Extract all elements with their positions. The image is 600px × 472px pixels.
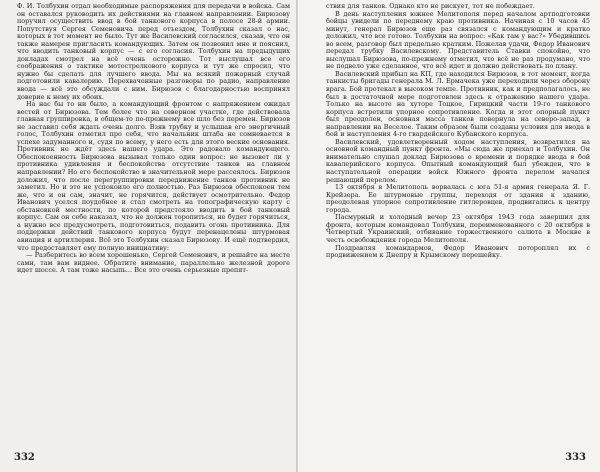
left-paragraph-3: — Разберитесь во всем хорошенько, Сергей Семенович, и решайте на месте сами, там вам виднее. Обратите внимание, параллельно железной дороге идет шоссе. А там тоже насыпь... Все это очень серьезные препят-: [17, 251, 290, 275]
right-paragraph-3: Василевский прибыл на КП, где находился Бирюзов, в тот момент, когда танкисты бригады генерала М. Л. Ермачека уже переходили через оборону врага. Бой протекал в высоком темпе. Противник, как и предполагалось, не был в достаточной мере подготовлен здесь к отражению нашего удара. Только на высоте на хуторе Тоцкое, Гирицкий части 19-го танкового корпуса встретили упорное сопротивление. Когда и этот опорный пункт был преодолен, основная масса танков повернула на северо-запад, в направлении на Веселое. Таким образом были созданы условия для ввода в бой и наступления 4-го гвардейского Кубанского корпуса.: [326, 69, 590, 139]
right-page: [298, 0, 600, 472]
right-paragraph-6: Пасмурный и холодный вечер 23 октября 1943 года завершил для фронта, которым командовал Толбухин, переименованного с 20 октября в Четвертый Украинский, отбивание торжественного салюта в Москве в честь освобождения города Мелитополя.: [326, 213, 590, 244]
right-paragraph-1: ствия для танков. Однако кто не рискует, тот не побеждает.: [326, 2, 535, 10]
page-number-right: 333: [565, 452, 586, 463]
right-paragraph-7: Поздравляя командармов, Федор Иванович потороплял их с продвижением к Днепру и Крымскому перешейку.: [326, 243, 590, 260]
left-paragraph-2: На нас бы то ни было, а командующий фронтом с напряжением ожидал вестей от Бирюзова. Тем более что на северном участке, где действовала главная группировка, в общем-то по-прежнему все шло без перемен. Бирюзов не заставил себя ждать очень долго. Взяв трубку и услышав его энергичный голос, Толбухин отметил про себя, что начальник штаба не сомневается в успехе задуманного и, судя по всему, у него есть для этого веские основания. Противник не ждёт здесь нашего удара. Это радовало командующего. Обеспокоенность Бирюзова вызывал только один вопрос: не вызовет ли у противника удивления и беспокойства отсутствие танков на главном направлении? Но его беспокойство в значительной мере рассеялось. Бирюзов доложил, что после перегруппировки передвижение танков противник не заметил. Но и это не успокоило его полностью. Раз Бирюзов обеспокоен тем же, что и он сам, значит, не горячится, действует осмотрительно. Федор Иванович уселся поудобнее и стал смотреть на топографическую карту с обстановкой местности, по которой предстояло вводить в бой танковый корпус. Сам он себе наказал, что не должен торопиться, не будет горячиться, а нужно все предусмотреть, подготовиться, подавить огонь противника. Для поддержки действий танкового корпуса будут перенацелены штурмовая авиация и артиллерия. Всё это Толбухин сказал Бирюзову. И ещё подтвердил, что предоставляет ему полную инициативу:: [17, 100, 290, 252]
left-page: [0, 0, 298, 472]
right-paragraph-2: В день наступления южнее Мелитополя перед началом артподготовки бойцы увидели по переднему краю противника. Начиная с 10 часов 45 минут, генерал Бирюзов еще раз связался с командующим и кратко доложил, что все готово. Толбухин на вопрос: «Как там у вас?» Убедившись во всем, разговор был предельно кратким. Пожелав удачи, Федор Иванович передал трубку Василевскому. Представитель Ставки спокойно, что выслушал Бирюзова, по-прежнему отметил, что всё не раз продумано, что не подвело уже сделанное, что всё идет и должно действовать по плану.: [326, 9, 590, 71]
right-paragraph-4: Василевский, удовлетворенный ходом наступления, возвратился на основной командный пункт фронта. «Мы сюда же приехал и Толбухин. Он внимательно слушал доклад Бирюзова о времени и порядке ввода в бой кавалерийского корпуса. Опытный командующий был убежден, что в наступательной операции войск Южного фронта перелом начался решающий перелом.: [326, 137, 590, 184]
right-paragraph-5: 13 октября в Мелитополь ворвалась с юга 51-я армия генерала Я. Г. Крейзера. Ее штурмовые группы, переходя от здания к зданию, преодолевая упорное сопротивление гитлеровцев, продвигались к центру города.: [326, 183, 590, 214]
left-paragraph-1: Ф. И. Толбухин отдал необходимые распоряжения для передачи в войска. Сам он оставался руководить их действиями на главном направлении. Бирюзову поручил осуществить ввод в бой танкового корпуса в полосе 28-й армии. Попутствуя Сергея Семеновича перед отъездом, Толбухин сказал о нас, которых в тот момент не было. Тут же Василевский согласился, сказав, что он также намерен пригласить командующих. Затем он позвонил мне и пояснил, что вводить танковый корпус — с его согласия. Толбухин на предыдущих докладах смотрел на всё очень осторожно. Тот выслушал все его соображения о тактике мотострелкового корпуса и тут же спросил, что нужно бы сделать для лучшего ввода. Мы на всякий пожарный случай подготовили кавалерию. Перехваченные разговоры по радио, направление ввода — всё это обсуждали с ним. Бирюзов с благодарностью воспринял доверие к нему их обоих.: [17, 2, 290, 101]
page-number-left: 332: [14, 452, 35, 463]
